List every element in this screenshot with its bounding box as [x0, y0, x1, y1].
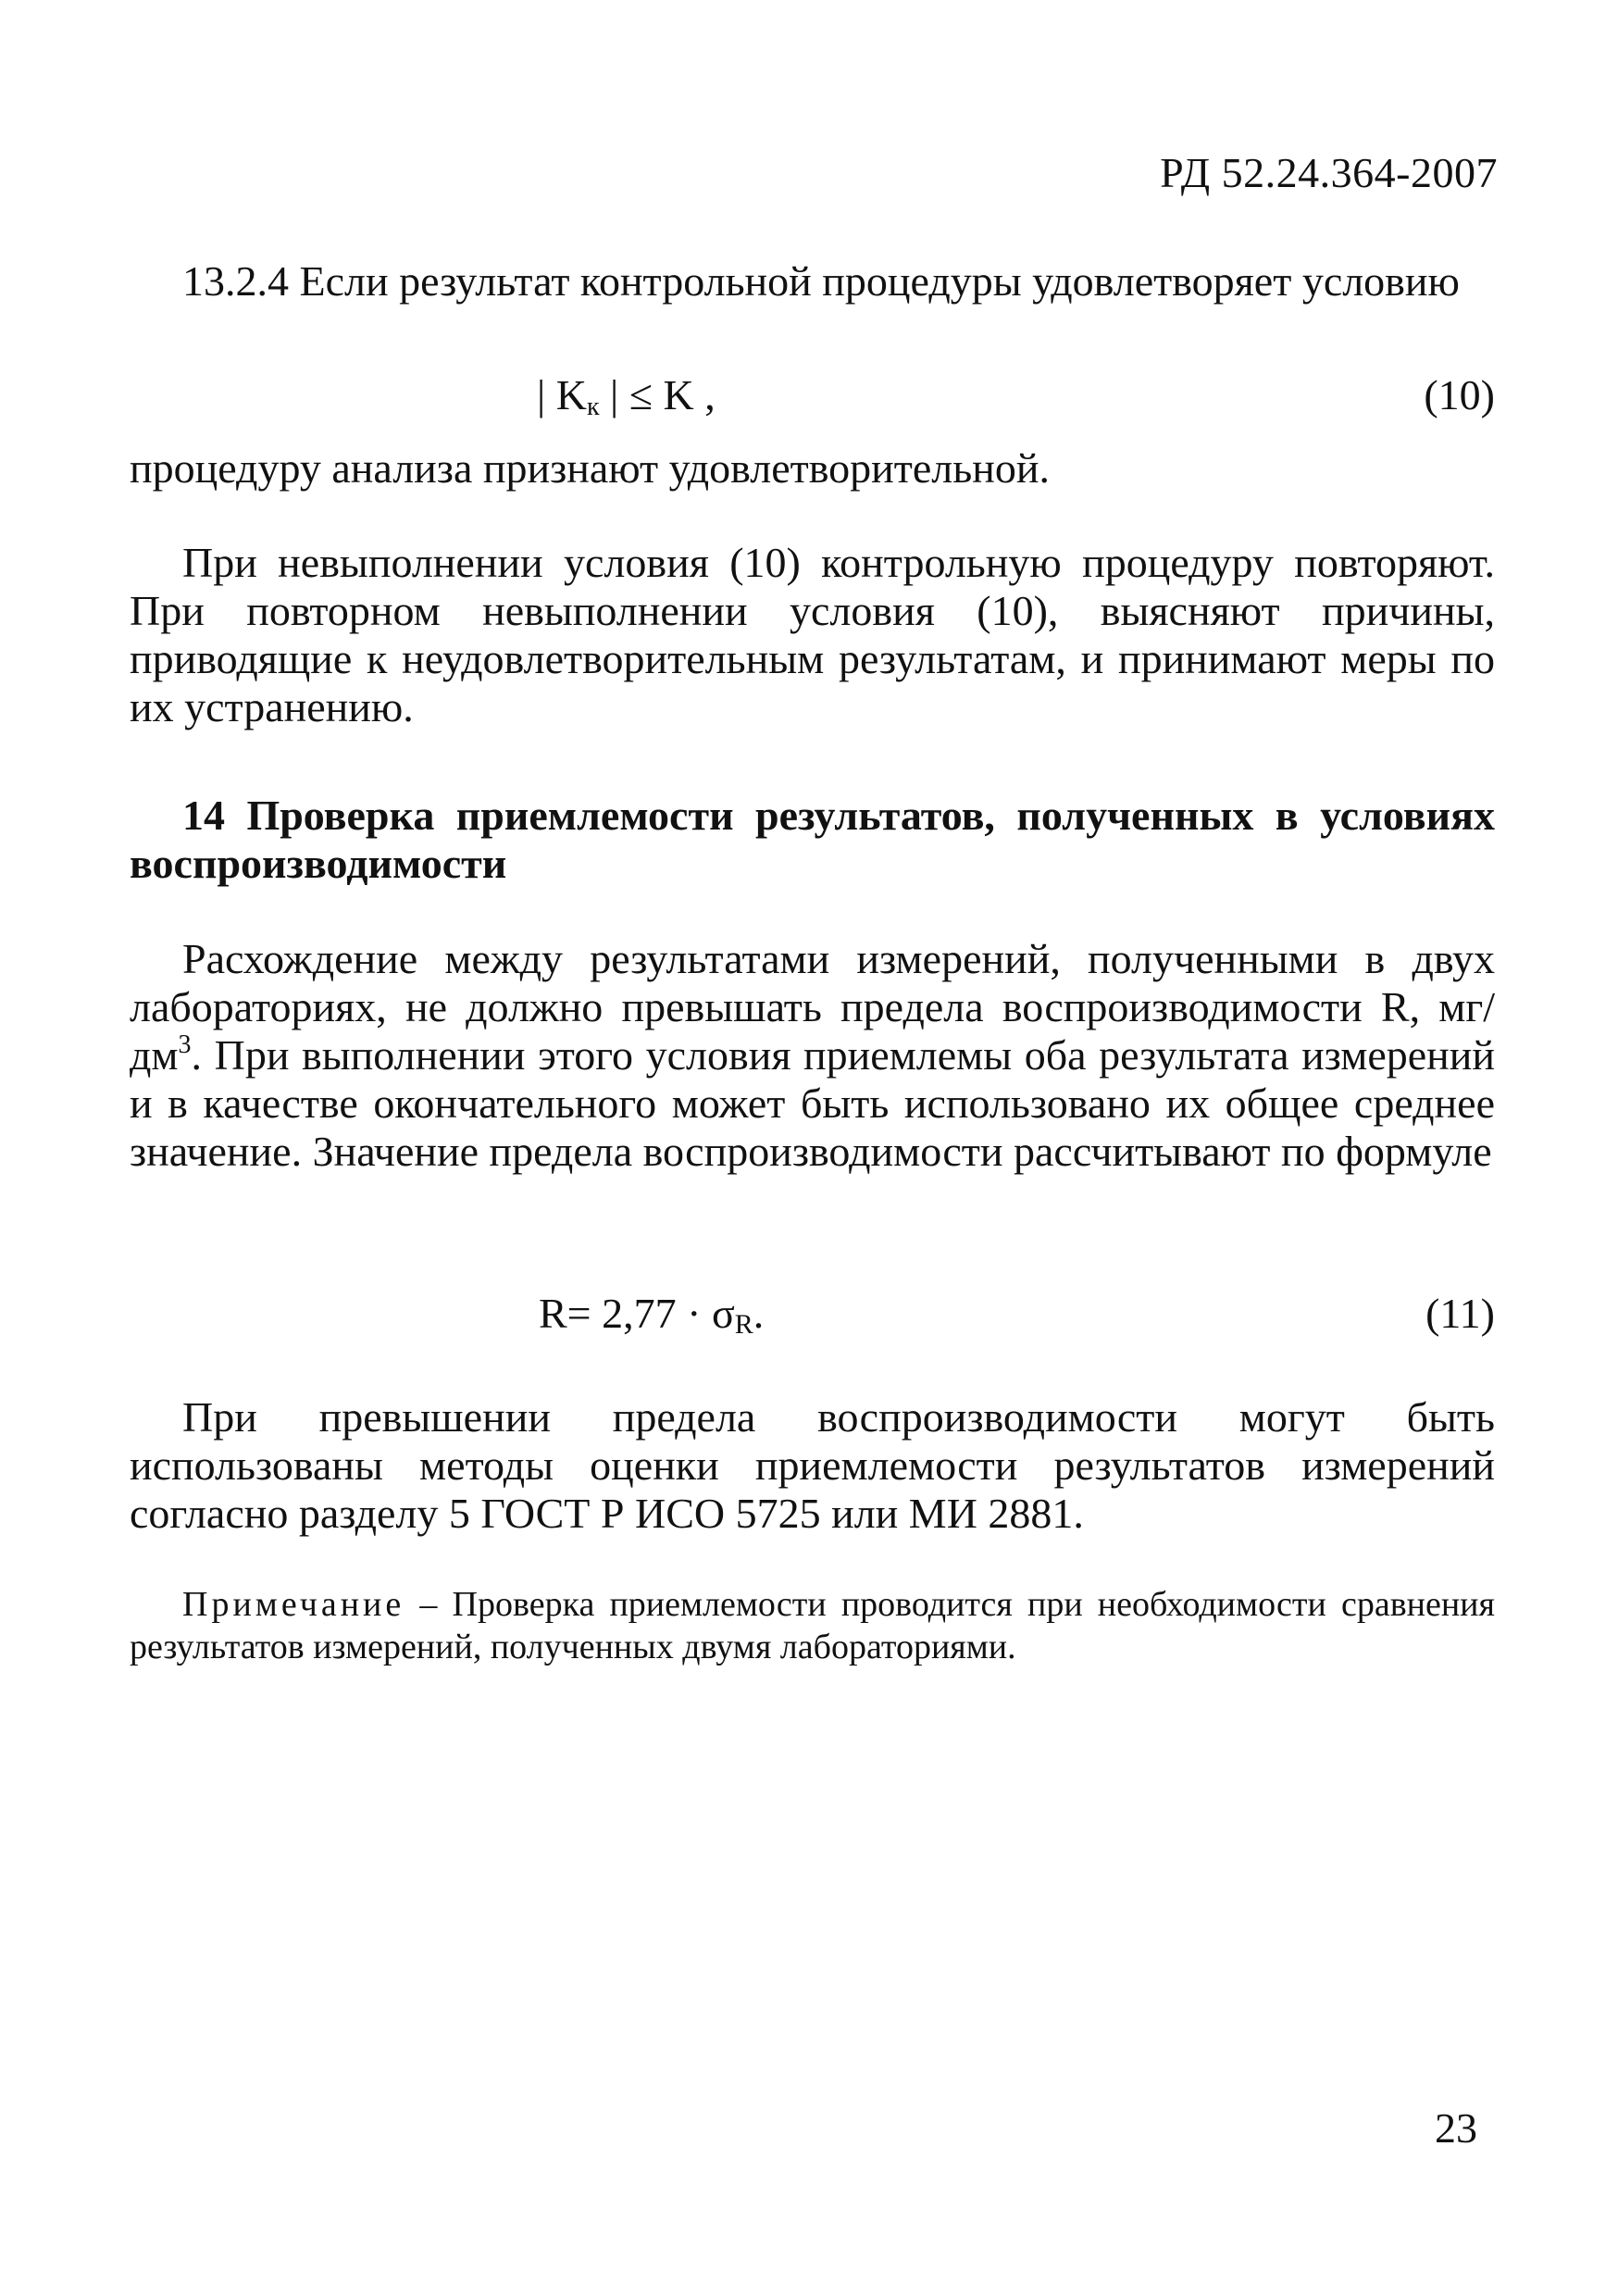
note-label: Примечание [182, 1585, 405, 1624]
formula-11-expression [539, 1289, 764, 1341]
note-paragraph [130, 1583, 1495, 1668]
formula-11-main: R= 2,77 · σ [539, 1290, 735, 1337]
formula-11 [130, 1289, 1495, 1341]
formula-10-expression [537, 370, 716, 422]
formula-10-number: (10) [1424, 371, 1495, 418]
repeat-procedure-paragraph: При невыполнении условия (10) контрольную процедуру повторяют. При повторном невыполнении условия (10), выясняют причины, приводящие к неудовлетворительным результатам, и принимают меры по их устранению. [130, 539, 1495, 730]
formula-10-right: | ≤ K , [599, 371, 716, 418]
clause-13-2-4-intro: 13.2.4 Если результат контрольной процедуры удовлетворяет условию [182, 257, 1460, 305]
formula-11-subscript: R [734, 1309, 753, 1340]
formula-10-subscript: к [586, 393, 600, 421]
reproducibility-paragraph [130, 935, 1495, 1176]
formula-11-end: . [753, 1290, 765, 1337]
formula-10 [130, 370, 1495, 422]
formula-10-left: | K [537, 371, 587, 418]
clause-13-2-4-conclusion: процедуру анализа признают удовлетворительной. [130, 444, 1050, 492]
unit-superscript: 3 [178, 1030, 192, 1059]
document-code: РД 52.24.364-2007 [1160, 149, 1498, 196]
exceeding-limit-paragraph: При превышении предела воспроизводимости могут быть использованы методы оценки приемлемости результатов измерений согласно разделу 5 ГОСТ Р ИСО 5725 или МИ 2881. [130, 1393, 1495, 1537]
formula-11-number: (11) [1425, 1290, 1495, 1337]
reproducibility-text-part2: . При выполнении этого условия приемлемы оба результата измерений и в качестве окончательного может быть использовано их общее среднее значение. Значение предела воспроизводимости рассчитывают по формуле [130, 1031, 1495, 1175]
section-14-heading: 14 Проверка приемлемости результатов, полученных в условиях воспроизводимости [130, 792, 1495, 887]
reproducibility-text-part1: Расхождение между результатами измерений, полученными в двух лабораториях, не должно превышать предела воспроизводимости R, мг/дм [130, 935, 1495, 1079]
note-text: – Проверка приемлемости проводится при необходимости сравнения результатов измерений, полученных двумя лабораториями. [130, 1585, 1495, 1666]
page-number: 23 [1435, 2104, 1477, 2152]
